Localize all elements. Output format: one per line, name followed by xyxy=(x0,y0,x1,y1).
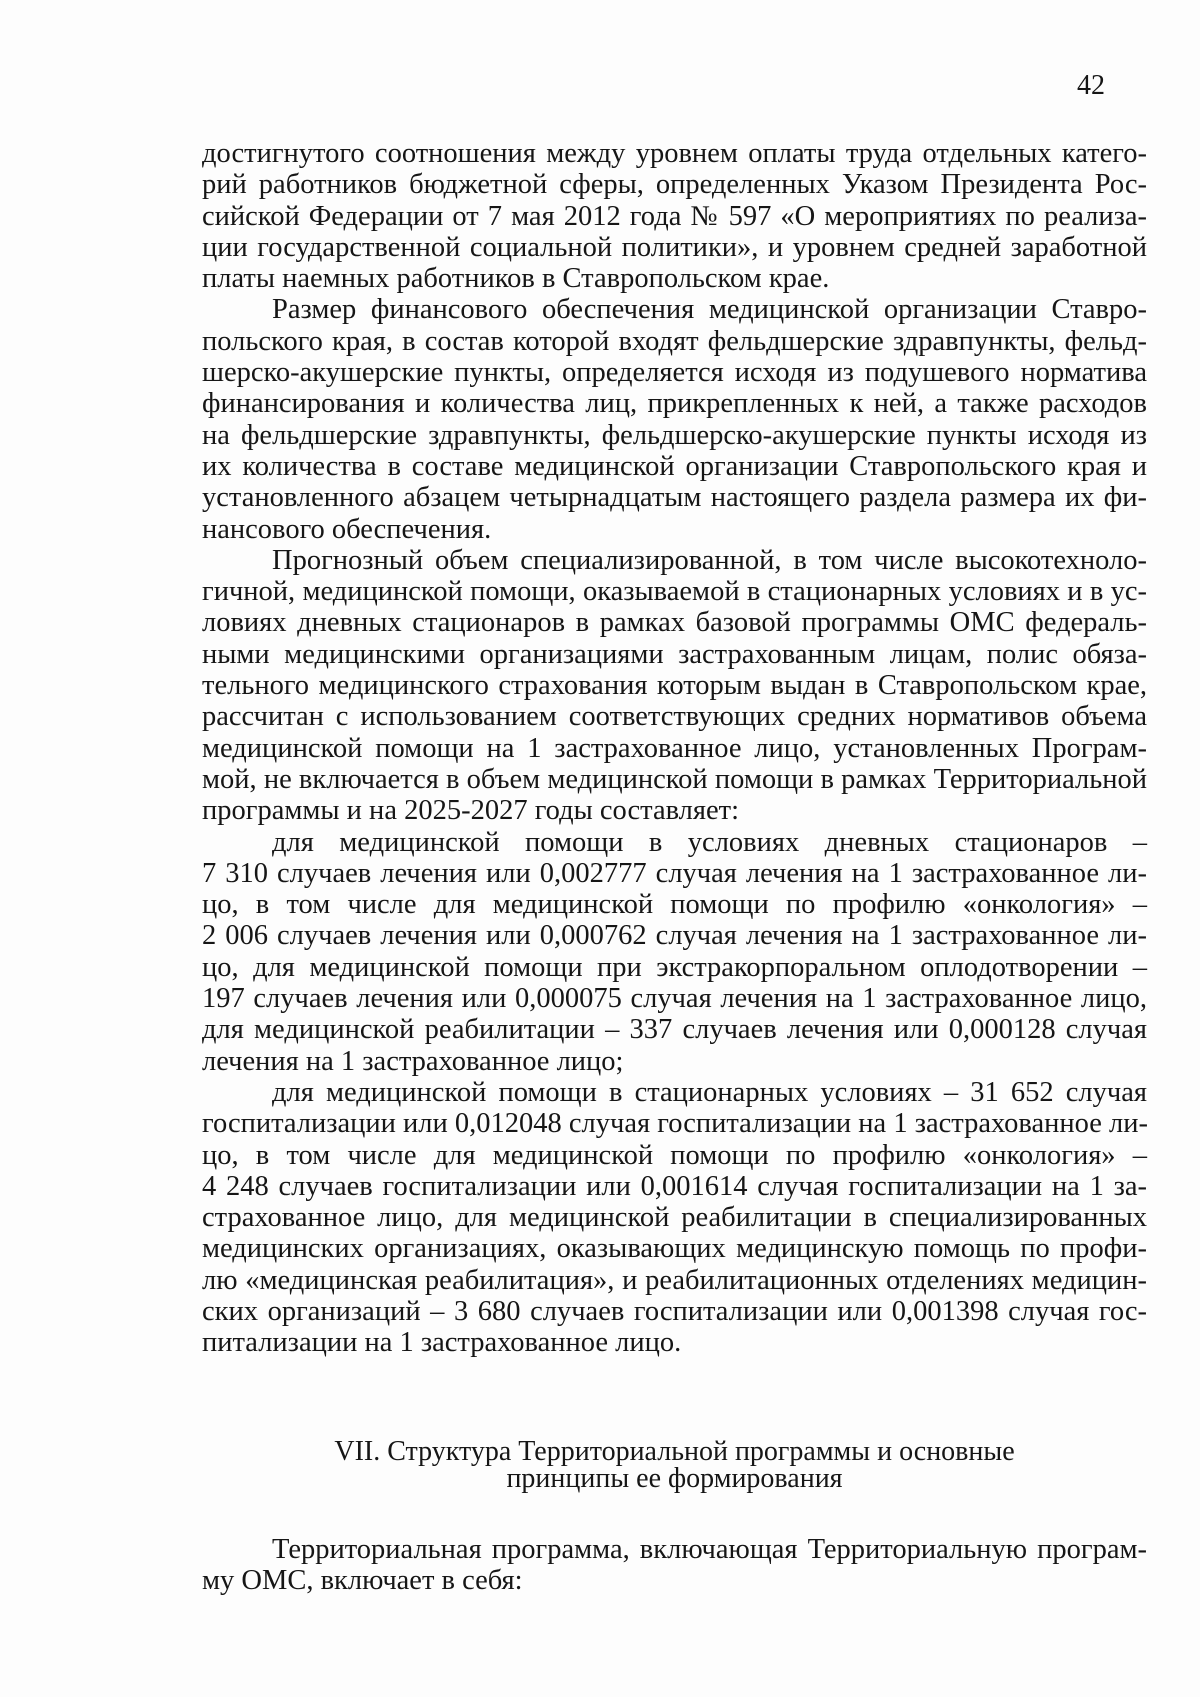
text-line: Размер финансового обеспечения медицинской организации Ставро- xyxy=(272,294,1147,326)
text-line: ными медицинскими организациями застрахованным лицам, полис обяза- xyxy=(202,638,1147,670)
text-line: на фельдшерские здравпункты, фельдшерско-акушерские пункты исходя из xyxy=(202,419,1147,451)
text-line: установленного абзацем четырнадцатым настоящего раздела размера их фи- xyxy=(202,482,1147,514)
text-line: рассчитан с использованием соответствующих средних нормативов объема xyxy=(202,701,1147,733)
text-line: цо, в том числе для медицинской помощи по профилю «онкология» – xyxy=(202,1139,1147,1171)
text-line: медицинской помощи на 1 застрахованное лицо, установленных Програм- xyxy=(202,732,1147,764)
text-line: 2 006 случаев лечения или 0,000762 случая лечения на 1 застрахованное ли- xyxy=(202,920,1147,952)
text-line: для медицинской помощи в стационарных условиях – 31 652 случая xyxy=(272,1076,1147,1108)
text-line: гичной, медицинской помощи, оказываемой в стационарных условиях и в ус- xyxy=(202,576,1147,608)
text-line: 4 248 случаев госпитализации или 0,001614 случая госпитализации на 1 за- xyxy=(202,1170,1147,1202)
paragraph-financing-size xyxy=(202,294,1147,544)
text-line: 7 310 случаев лечения или 0,002777 случая лечения на 1 застрахованное ли- xyxy=(202,857,1147,889)
text-line: их количества в составе медицинской организации Ставропольского края и xyxy=(202,450,1147,482)
text-line: шерско-акушерские пункты, определяется исходя из подушевого норматива xyxy=(202,357,1147,389)
page-number: 42 xyxy=(1077,70,1105,101)
text-line: для медицинской помощи в условиях дневных стационаров – xyxy=(272,826,1147,858)
text-line: сийской Федерации от 7 мая 2012 года № 597 «О мероприятиях по реализа- xyxy=(202,200,1147,232)
text-line: финансирования и количества лиц, прикрепленных к ней, а также расходов xyxy=(202,388,1147,420)
body-text xyxy=(202,138,1147,1359)
section-heading xyxy=(202,1438,1147,1492)
text-line: госпитализации или 0,012048 случая госпитализации на 1 застрахованное ли- xyxy=(202,1108,1148,1140)
paragraph-inpatient xyxy=(202,1077,1147,1359)
text-line: ции государственной социальной политики», и уровнем средней заработной xyxy=(202,231,1147,263)
section-heading-line: принципы ее формирования xyxy=(506,1463,843,1494)
paragraph-continuation xyxy=(202,138,1147,294)
paragraph-day-hospitals xyxy=(202,827,1147,1077)
text-line: лечения на 1 застрахованное лицо; xyxy=(202,1045,624,1077)
text-line: мой, не включается в объем медицинской помощи в рамках Территориальной xyxy=(202,763,1147,795)
paragraph-forecast-volume xyxy=(202,545,1147,827)
text-line: 197 случаев лечения или 0,000075 случая лечения на 1 застрахованное лицо, xyxy=(202,983,1147,1015)
text-line: для медицинской реабилитации – 337 случаев лечения или 0,000128 случая xyxy=(202,1014,1147,1046)
text-line: рий работников бюджетной сферы, определенных Указом Президента Рос- xyxy=(202,169,1147,201)
text-line: достигнутого соотношения между уровнем оплаты труда отдельных катего- xyxy=(202,138,1147,169)
text-line: ловиях дневных стационаров в рамках базовой программы ОМС федераль- xyxy=(202,607,1147,639)
text-line: цо, в том числе для медицинской помощи по профилю «онкология» – xyxy=(202,889,1147,921)
section-heading-line: VII. Структура Территориальной программы и основные xyxy=(334,1436,1015,1467)
text-line: тельного медицинского страхования которым выдан в Ставропольском крае, xyxy=(202,670,1147,702)
text-line: польского края, в состав которой входят фельдшерские здравпункты, фельд- xyxy=(202,325,1147,357)
paragraph-program-contents xyxy=(202,1534,1147,1597)
text-line: питализации на 1 застрахованное лицо. xyxy=(202,1327,682,1359)
text-line: ских организаций – 3 680 случаев госпитализации или 0,001398 случая гос- xyxy=(202,1295,1147,1327)
text-line: нансового обеспечения. xyxy=(202,513,492,545)
text-line: платы наемных работников в Ставропольском крае. xyxy=(202,263,830,295)
text-line: Прогнозный объем специализированной, в том числе высокотехноло- xyxy=(272,544,1147,576)
text-line: цо, для медицинской помощи при экстракорпоральном оплодотворении – xyxy=(202,951,1147,983)
text-line: лю «медицинская реабилитация», и реабилитационных отделениях медицин- xyxy=(202,1264,1147,1296)
text-line: Территориальная программа, включающая Территориальную програм- xyxy=(272,1534,1147,1565)
text-line: медицинских организациях, оказывающих медицинскую помощь по профи- xyxy=(202,1233,1147,1265)
text-line: страхованное лицо, для медицинской реабилитации в специализированных xyxy=(202,1202,1147,1234)
text-line: программы и на 2025-2027 годы составляет: xyxy=(202,795,740,827)
text-line: му ОМС, включает в себя: xyxy=(202,1565,523,1597)
